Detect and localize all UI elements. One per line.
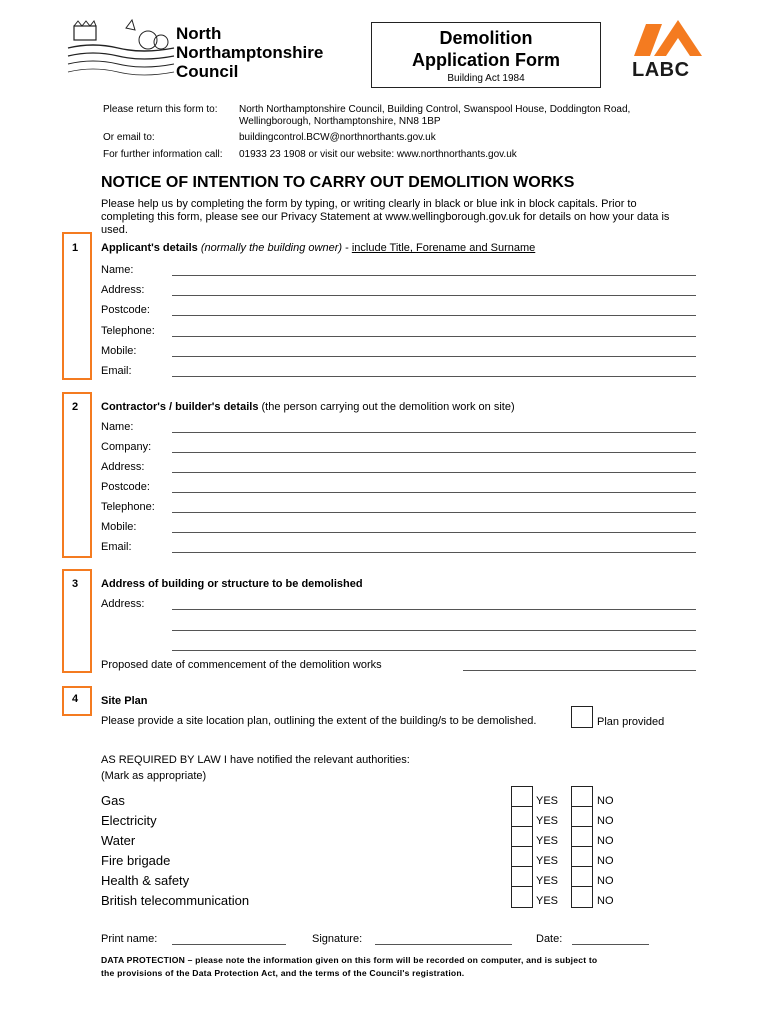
authority-no-label: NO: [597, 855, 614, 867]
council-name-line2: Northamptonshire: [176, 43, 324, 62]
section-2-marker: [62, 392, 92, 558]
applicant-field-input-line[interactable]: [172, 356, 696, 357]
authority-yes-label: YES: [536, 795, 559, 807]
authority-yes-checkbox[interactable]: [511, 866, 533, 888]
return-label: Please return this form to:: [103, 104, 218, 115]
section-2-title-rest: (the person carrying out the demolition work on site): [258, 401, 515, 413]
contractor-field-input-line[interactable]: [172, 532, 696, 533]
contractor-field-input-line[interactable]: [172, 432, 696, 433]
print-name-line[interactable]: [172, 944, 286, 945]
authority-no-checkbox[interactable]: [571, 866, 593, 888]
applicant-field-label: Address:: [101, 284, 145, 297]
section-3-address-line-2[interactable]: [172, 630, 696, 631]
form-subtitle: Building Act 1984: [447, 73, 525, 84]
section-1-title-underline: include Title, Forename and Surname: [351, 242, 536, 254]
authority-yes-label: YES: [536, 875, 559, 887]
section-1-number: 1: [71, 242, 79, 254]
section-2-title: [101, 401, 515, 413]
section-3-address-line-3[interactable]: [172, 650, 696, 651]
applicant-field-input-line[interactable]: [172, 315, 696, 316]
section-2-title-bold: Contractor's / builder's details: [101, 401, 259, 413]
return-address: [239, 104, 630, 128]
contractor-field-label: Company:: [101, 441, 152, 453]
authority-yes-label: YES: [536, 835, 559, 847]
section-1-title: [101, 242, 535, 254]
data-protection: [101, 954, 597, 980]
plan-provided-label: Plan provided: [597, 716, 665, 728]
applicant-field-label: Mobile:: [101, 344, 137, 357]
authority-name: Electricity: [101, 813, 157, 828]
authority-yes-label: YES: [536, 815, 559, 827]
section-1-title-italic: (normally the building owner): [200, 242, 343, 254]
contractor-field-input-line[interactable]: [172, 492, 696, 493]
authority-no-checkbox[interactable]: [571, 886, 593, 908]
applicant-field-input-line[interactable]: [172, 275, 696, 276]
contractor-field-label: Name:: [101, 421, 134, 433]
applicant-field-label: Postcode:: [101, 304, 150, 317]
authority-name: Gas: [101, 793, 125, 808]
plan-provided-checkbox[interactable]: [571, 706, 593, 728]
date-label: Date:: [536, 933, 563, 945]
notice-heading: NOTICE OF INTENTION TO CARRY OUT DEMOLITION WORKS: [101, 174, 575, 191]
contractor-field-input-line[interactable]: [172, 472, 696, 473]
section-4-number: 4: [71, 693, 79, 705]
data-protection-line2: the provisions of the Data Protection Act, and the terms of the Council's registration.: [101, 968, 465, 978]
labc-logo: [632, 20, 708, 80]
applicant-field-label: Telephone:: [101, 324, 155, 337]
applicant-field-input-line[interactable]: [172, 295, 696, 296]
authority-no-label: NO: [597, 835, 614, 847]
authority-yes-label: YES: [536, 855, 559, 867]
data-protection-line1: DATA PROTECTION – please note the information given on this form will be recorded on computer, and is subject to: [101, 955, 598, 965]
info-label: For further information call:: [103, 149, 223, 160]
council-name: [176, 24, 323, 81]
authority-name: British telecommunication: [101, 893, 250, 908]
contractor-field-input-line[interactable]: [172, 552, 696, 553]
authority-yes-checkbox[interactable]: [511, 806, 533, 828]
council-logo: [66, 18, 176, 78]
form-title-box: [371, 22, 601, 88]
intro-line3: used.: [101, 224, 128, 236]
law-line1: AS REQUIRED BY LAW I have notified the relevant authorities:: [101, 754, 410, 766]
authority-no-label: NO: [597, 875, 614, 887]
authority-no-checkbox[interactable]: [571, 846, 593, 868]
form-title-line1: Demolition: [439, 28, 533, 48]
authority-yes-checkbox[interactable]: [511, 826, 533, 848]
email-value: buildingcontrol.BCW@northnorthants.gov.uk: [239, 132, 436, 143]
council-name-line1: North: [176, 24, 222, 43]
form-title-line2: Application Form: [412, 50, 560, 70]
intro-line1: Please help us by completing the form by typing, or writing clearly in black or blue ink in block capitals. Prior to: [101, 198, 637, 210]
commencement-date-line[interactable]: [463, 670, 696, 671]
signature-line[interactable]: [375, 944, 512, 945]
date-line[interactable]: [572, 944, 649, 945]
section-3-address-line-1[interactable]: [172, 609, 696, 610]
labc-text: LABC: [632, 59, 690, 81]
contractor-field-label: Telephone:: [101, 501, 155, 513]
contractor-field-label: Address:: [101, 461, 145, 473]
section-1-title-bold: Applicant's details: [101, 242, 198, 254]
authority-yes-checkbox[interactable]: [511, 786, 533, 808]
signature-label: Signature:: [312, 933, 363, 945]
authority-name: Health & safety: [101, 873, 190, 888]
section-4-text: Please provide a site location plan, outlining the extent of the building/s to be demolished.: [101, 715, 537, 727]
section-3-number: 3: [71, 578, 79, 590]
authority-no-label: NO: [597, 895, 614, 907]
intro-line2: completing this form, please see our Privacy Statement at www.wellingborough.gov.uk for details on how your data is: [101, 211, 670, 223]
applicant-field-label: Name:: [101, 264, 134, 276]
council-emblem-icon: [66, 18, 176, 78]
contractor-field-label: Mobile:: [101, 521, 137, 533]
labc-roof-icon: [632, 20, 708, 56]
law-line2: (Mark as appropriate): [101, 770, 207, 782]
authority-yes-checkbox[interactable]: [511, 886, 533, 908]
contractor-field-input-line[interactable]: [172, 452, 696, 453]
return-address-line1: North Northamptonshire Council, Building Control, Swanspool House, Doddington Road,: [239, 104, 631, 115]
section-4-title: Site Plan: [101, 695, 148, 707]
section-3-address-label: Address:: [101, 598, 145, 610]
applicant-field-label: Email:: [101, 365, 132, 377]
authority-name: Fire brigade: [101, 853, 171, 868]
applicant-field-input-line[interactable]: [172, 376, 696, 377]
applicant-field-input-line[interactable]: [172, 336, 696, 337]
authority-no-label: NO: [597, 795, 614, 807]
commencement-date-label: Proposed date of commencement of the demolition works: [101, 659, 382, 671]
section-2-number: 2: [71, 401, 79, 413]
law-notice: [101, 752, 410, 784]
info-value: 01933 23 1908 or visit our website: www.northnorthants.gov.uk: [239, 149, 517, 160]
authority-name: Water: [101, 833, 136, 848]
print-name-label: Print name:: [101, 933, 158, 945]
return-address-line2: Wellingborough, Northamptonshire, NN8 1BP: [239, 116, 441, 127]
authority-no-label: NO: [597, 815, 614, 827]
authority-no-checkbox[interactable]: [571, 826, 593, 848]
authority-yes-checkbox[interactable]: [511, 846, 533, 868]
council-name-line3: Council: [176, 62, 239, 81]
intro-text: [101, 198, 669, 237]
contractor-field-label: Postcode:: [101, 481, 150, 493]
authority-no-checkbox[interactable]: [571, 806, 593, 828]
contractor-field-label: Email:: [101, 541, 132, 553]
section-1-marker: [62, 232, 92, 380]
authority-no-checkbox[interactable]: [571, 786, 593, 808]
email-label: Or email to:: [103, 132, 155, 143]
section-3-title: Address of building or structure to be demolished: [101, 578, 363, 590]
authority-yes-label: YES: [536, 895, 559, 907]
section-1-title-sep: -: [342, 242, 352, 254]
contractor-field-input-line[interactable]: [172, 512, 696, 513]
